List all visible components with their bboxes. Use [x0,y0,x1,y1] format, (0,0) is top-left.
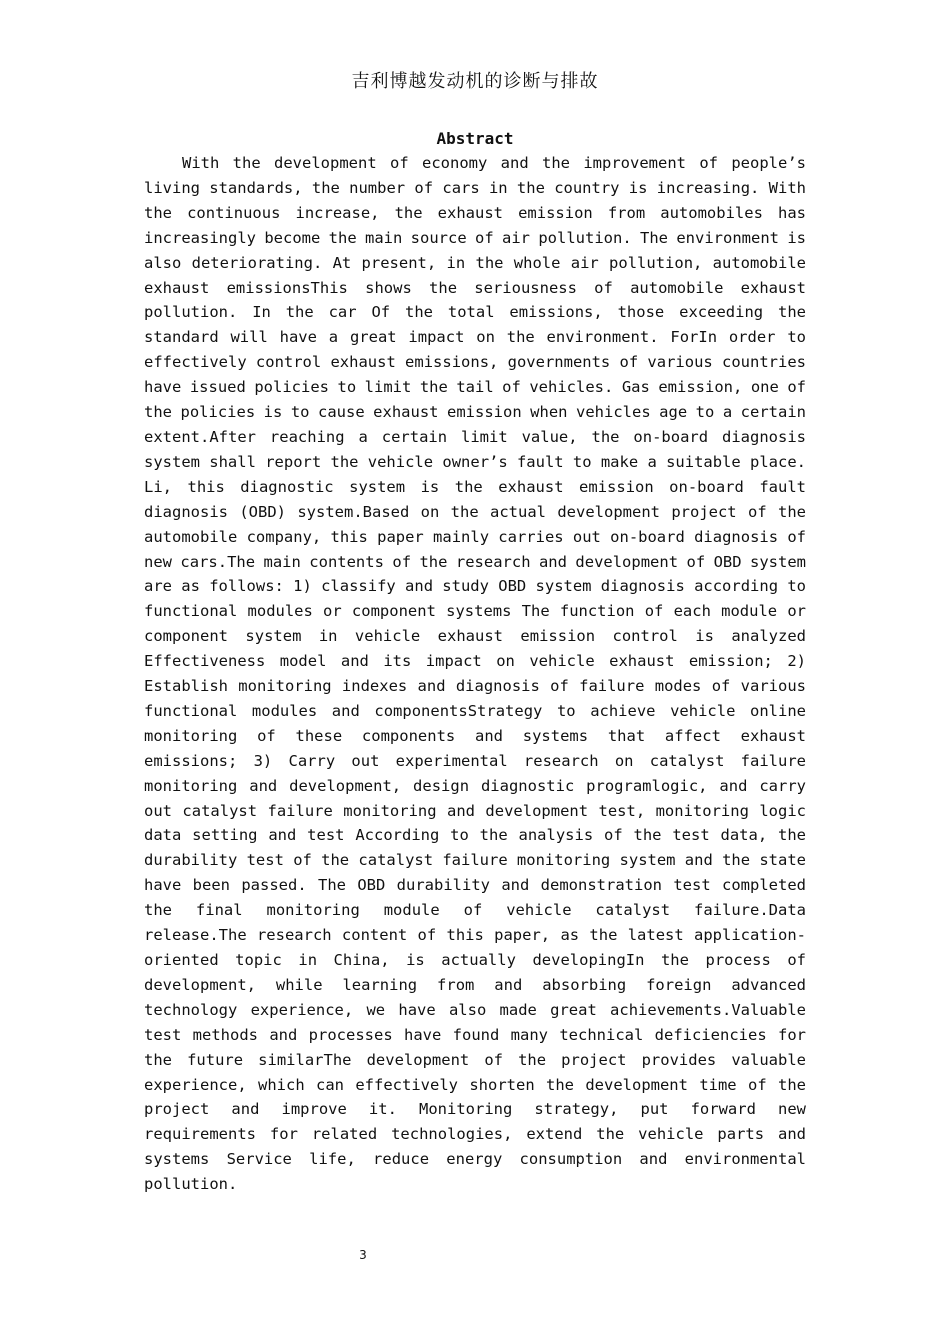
page-number: 3 [359,1248,367,1262]
abstract-title: Abstract [436,129,514,148]
running-header: 吉利博越发动机的诊断与排故 [351,71,599,92]
abstract-body: With the development of economy and the improvement of people’s living standards, the number of cars in the country is increasing. With the continuous increase, the exhaust emission from automobiles has increasingly become the main source of air pollution. The environment is also deteriorating. At present, in the whole air pollution, automobile exhaust emissionsThis shows the seriousness of automobile exhaust pollution. In the car Of the total emissions, those exceeding the standard will have a great impact on the environment. ForIn order to effectively control exhaust emissions, governments of various countries have issued policies to limit the tail of vehicles. Gas emission, one of the policies is to cause exhaust emission when vehicles age to a certain extent.After reaching a certain limit value, the on-board diagnosis system shall report the vehicle owner’s fault to make a suitable place. Li, this diagnostic system is the exhaust emission on-board fault diagnosis (OBD) system.Based on the actual development project of the automobile company, this paper mainly carries out on-board diagnosis of new cars.The main contents of the research and development of OBD system are as follows: 1) classify and study OBD system diagnosis according to functional modules or component systems The function of each module or component system in vehicle exhaust emission control is analyzed Effectiveness model and its impact on vehicle exhaust emission; 2) Establish monitoring indexes and diagnosis of failure modes of various functional modules and componentsStrategy to achieve vehicle online monitoring of these components and systems that affect exhaust emissions; 3) Carry out experimental research on catalyst failure monitoring and development, design diagnostic programlogic, and carry out catalyst failure monitoring and development test, monitoring logic data setting and test According to the analysis of the test data, the durability test of the catalyst failure monitoring system and the state have been passed. The OBD durability and demonstration test completed the final monitoring module of vehicle catalyst failure.Data release.The research content of this paper, as the latest application-oriented topic in China, is actually developingIn the process of development, while learning from and absorbing foreign advanced technology experience, we have also made great achievements.Valuable test methods and processes have found many technical deficiencies for the future similarThe development of the project provides valuable experience, which can effectively shorten the development time of the project and improve it. Monitoring strategy, put forward new requirements for related technologies, extend the vehicle parts and systems Service life, reduce energy consumption and environmental pollution. [144,154,806,1194]
